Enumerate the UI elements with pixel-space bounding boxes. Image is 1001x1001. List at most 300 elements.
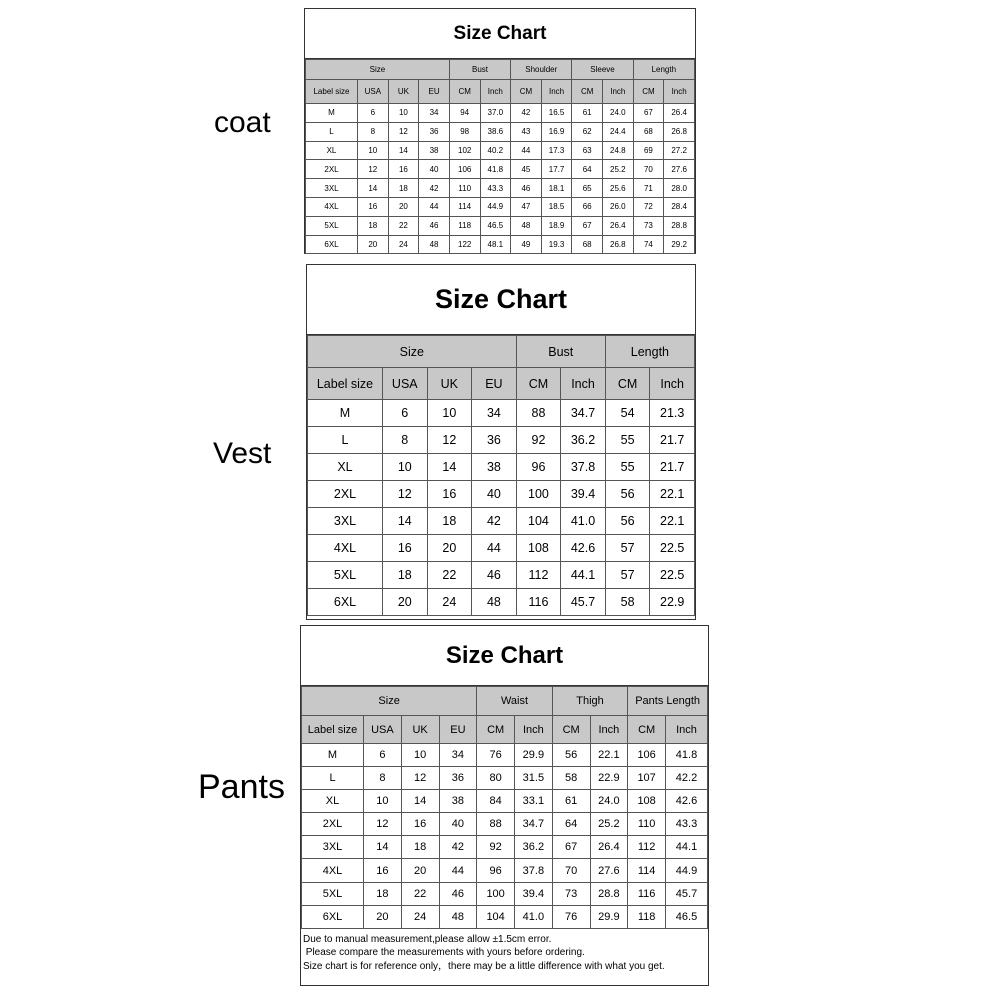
table-cell: 46.5 (480, 216, 511, 235)
table-cell: 18 (401, 836, 439, 859)
coat-column-header: Inch (664, 80, 695, 104)
table-cell: 38 (419, 141, 450, 160)
table-cell: 21.3 (650, 400, 695, 427)
table-cell: 22.9 (590, 767, 628, 790)
table-cell: 41.8 (480, 160, 511, 179)
table-cell: 106 (449, 160, 480, 179)
table-row (306, 122, 695, 141)
coat-column-header: Label size (306, 80, 358, 104)
table-cell: 114 (628, 859, 666, 882)
pants-size-table (301, 686, 708, 929)
table-cell: 102 (449, 141, 480, 160)
table-cell: 5XL (308, 562, 383, 589)
table-cell: 3XL (308, 508, 383, 535)
table-cell: 46.5 (666, 905, 708, 928)
pants-group-size: Size (302, 687, 477, 716)
table-cell: 62 (572, 122, 603, 141)
table-cell: 107 (628, 767, 666, 790)
table-cell: 108 (516, 535, 561, 562)
table-row (308, 427, 695, 454)
pants-column-header: EU (439, 716, 477, 744)
vest-column-header: EU (472, 368, 517, 400)
table-cell: 76 (552, 905, 590, 928)
pants-column-header: CM (477, 716, 515, 744)
table-cell: 39.4 (515, 882, 553, 905)
table-cell: 22.9 (650, 589, 695, 616)
table-cell: 44 (511, 141, 542, 160)
table-cell: 10 (364, 790, 402, 813)
table-cell: 94 (449, 104, 480, 123)
table-cell: 67 (572, 216, 603, 235)
coat-column-header: UK (388, 80, 419, 104)
vest-chart-title: Size Chart (307, 265, 695, 335)
vest-column-header: USA (383, 368, 428, 400)
table-cell: 3XL (306, 179, 358, 198)
table-cell: 54 (605, 400, 650, 427)
table-cell: 110 (449, 179, 480, 198)
table-cell: 56 (605, 508, 650, 535)
table-cell: 12 (358, 160, 389, 179)
pants-chart-title: Size Chart (301, 626, 708, 686)
table-row (306, 160, 695, 179)
table-cell: 40 (419, 160, 450, 179)
table-cell: 70 (633, 160, 664, 179)
table-cell: 55 (605, 454, 650, 481)
table-cell: 22.5 (650, 562, 695, 589)
table-cell: 42 (419, 179, 450, 198)
table-cell: 47 (511, 197, 542, 216)
pants-group-waist: Waist (477, 687, 553, 716)
table-cell: 42 (472, 508, 517, 535)
table-cell: 16.9 (541, 122, 572, 141)
table-cell: 44.1 (561, 562, 606, 589)
coat-group-size: Size (306, 60, 450, 80)
table-cell: 4XL (308, 535, 383, 562)
vest-section-label: Vest (213, 437, 272, 470)
table-cell: 72 (633, 197, 664, 216)
pants-column-header: USA (364, 716, 402, 744)
table-cell: 92 (477, 836, 515, 859)
table-row (306, 104, 695, 123)
table-cell: 41.8 (666, 744, 708, 767)
table-cell: 57 (605, 535, 650, 562)
table-row (306, 179, 695, 198)
table-cell: 18 (364, 882, 402, 905)
table-row (302, 859, 708, 882)
table-cell: 28.8 (590, 882, 628, 905)
table-cell: 73 (552, 882, 590, 905)
table-cell: 3XL (302, 836, 364, 859)
table-cell: 16 (427, 481, 472, 508)
table-cell: 14 (401, 790, 439, 813)
table-cell: 37.0 (480, 104, 511, 123)
table-cell: 44.9 (666, 859, 708, 882)
table-cell: 46 (419, 216, 450, 235)
table-cell: 24 (401, 905, 439, 928)
table-cell: 12 (388, 122, 419, 141)
table-cell: 14 (364, 836, 402, 859)
note-line: Due to manual measurement,please allow ±1.5cm error. (303, 933, 552, 945)
coat-size-table (305, 59, 695, 254)
coat-column-header: Inch (480, 80, 511, 104)
table-cell: 38 (472, 454, 517, 481)
table-row (306, 216, 695, 235)
table-cell: 61 (572, 104, 603, 123)
table-cell: 106 (628, 744, 666, 767)
table-cell: 68 (633, 122, 664, 141)
table-row (308, 481, 695, 508)
coat-group-sleeve: Sleeve (572, 60, 633, 80)
table-cell: 56 (552, 744, 590, 767)
table-cell: 110 (628, 813, 666, 836)
table-cell: 24.4 (603, 122, 634, 141)
table-row (302, 882, 708, 905)
table-cell: 19.3 (541, 235, 572, 254)
table-cell: 26.8 (664, 122, 695, 141)
table-cell: 66 (572, 197, 603, 216)
table-cell: 26.4 (590, 836, 628, 859)
table-cell: 4XL (306, 197, 358, 216)
table-cell: 43.3 (480, 179, 511, 198)
table-cell: 36 (472, 427, 517, 454)
table-cell: 42.6 (561, 535, 606, 562)
table-cell: 33.1 (515, 790, 553, 813)
table-cell: 21.7 (650, 454, 695, 481)
table-cell: 63 (572, 141, 603, 160)
table-cell: 36 (419, 122, 450, 141)
coat-column-header: USA (358, 80, 389, 104)
table-cell: 116 (516, 589, 561, 616)
table-cell: 10 (401, 744, 439, 767)
table-cell: 88 (516, 400, 561, 427)
table-cell: 61 (552, 790, 590, 813)
table-row (302, 905, 708, 928)
table-cell: 6 (383, 400, 428, 427)
table-cell: 18 (383, 562, 428, 589)
table-cell: 22.1 (650, 481, 695, 508)
note-line: Size chart is for reference only，there may be a little difference with what you get. (303, 960, 665, 972)
table-cell: 36 (439, 767, 477, 790)
table-cell: 6 (364, 744, 402, 767)
table-cell: 16 (364, 859, 402, 882)
pants-section-label: Pants (198, 768, 285, 806)
table-cell: 48 (419, 235, 450, 254)
table-cell: 42.2 (666, 767, 708, 790)
table-cell: 96 (516, 454, 561, 481)
table-cell: 24 (427, 589, 472, 616)
table-cell: 6XL (302, 905, 364, 928)
table-cell: 44 (439, 859, 477, 882)
coat-column-header: Inch (603, 80, 634, 104)
table-cell: 100 (516, 481, 561, 508)
table-cell: L (302, 767, 364, 790)
table-cell: 100 (477, 882, 515, 905)
table-cell: 24.0 (603, 104, 634, 123)
table-cell: 41.0 (515, 905, 553, 928)
table-cell: 45.7 (666, 882, 708, 905)
table-cell: 48.1 (480, 235, 511, 254)
table-cell: 92 (516, 427, 561, 454)
table-cell: 16.5 (541, 104, 572, 123)
table-cell: 57 (605, 562, 650, 589)
vest-group-size: Size (308, 336, 517, 368)
table-cell: 76 (477, 744, 515, 767)
table-cell: 36.2 (561, 427, 606, 454)
table-row (308, 454, 695, 481)
table-row (302, 836, 708, 859)
table-cell: 16 (401, 813, 439, 836)
table-cell: 34 (472, 400, 517, 427)
coat-column-header: CM (633, 80, 664, 104)
table-cell: 48 (511, 216, 542, 235)
vest-size-table (307, 335, 695, 616)
table-cell: 98 (449, 122, 480, 141)
coat-section-label: coat (214, 106, 271, 139)
table-cell: 73 (633, 216, 664, 235)
vest-column-header: CM (516, 368, 561, 400)
table-cell: 12 (427, 427, 472, 454)
table-cell: 45.7 (561, 589, 606, 616)
pants-column-header: Inch (666, 716, 708, 744)
table-row (308, 535, 695, 562)
vest-column-header: UK (427, 368, 472, 400)
table-cell: 14 (388, 141, 419, 160)
coat-group-bust: Bust (449, 60, 510, 80)
pants-column-header: CM (552, 716, 590, 744)
pants-table-body (302, 744, 708, 929)
table-cell: 2XL (306, 160, 358, 179)
table-cell: 12 (401, 767, 439, 790)
table-cell: 40 (472, 481, 517, 508)
table-cell: 29.9 (590, 905, 628, 928)
vest-group-length: Length (605, 336, 694, 368)
table-cell: 46 (511, 179, 542, 198)
table-cell: 37.8 (561, 454, 606, 481)
table-cell: 8 (358, 122, 389, 141)
table-cell: 25.2 (590, 813, 628, 836)
pants-column-header: Label size (302, 716, 364, 744)
table-cell: 74 (633, 235, 664, 254)
table-row (308, 508, 695, 535)
table-row (306, 197, 695, 216)
table-cell: 10 (383, 454, 428, 481)
table-cell: 58 (605, 589, 650, 616)
table-cell: 14 (383, 508, 428, 535)
table-cell: 16 (358, 197, 389, 216)
table-cell: 112 (628, 836, 666, 859)
table-cell: 46 (439, 882, 477, 905)
table-cell: 41.0 (561, 508, 606, 535)
table-cell: 34 (419, 104, 450, 123)
table-row (302, 767, 708, 790)
vest-column-header: CM (605, 368, 650, 400)
table-cell: 10 (358, 141, 389, 160)
note-line: Please compare the measurements with yours before ordering. (303, 947, 585, 959)
coat-column-header: CM (511, 80, 542, 104)
table-cell: L (306, 122, 358, 141)
vest-column-header: Label size (308, 368, 383, 400)
table-cell: 44 (472, 535, 517, 562)
table-cell: 40.2 (480, 141, 511, 160)
table-cell: 22.5 (650, 535, 695, 562)
table-cell: 22 (401, 882, 439, 905)
table-cell: 58 (552, 767, 590, 790)
table-cell: M (308, 400, 383, 427)
table-cell: 18 (358, 216, 389, 235)
table-cell: 12 (364, 813, 402, 836)
coat-chart-title: Size Chart (305, 9, 695, 59)
table-cell: 2XL (308, 481, 383, 508)
table-cell: 65 (572, 179, 603, 198)
coat-column-header: CM (449, 80, 480, 104)
table-cell: 20 (358, 235, 389, 254)
coat-group-shoulder: Shoulder (511, 60, 572, 80)
table-cell: 24 (388, 235, 419, 254)
pants-column-header: Inch (590, 716, 628, 744)
table-cell: 12 (383, 481, 428, 508)
table-cell: 44.1 (666, 836, 708, 859)
table-cell: 122 (449, 235, 480, 254)
table-cell: 20 (388, 197, 419, 216)
table-cell: 114 (449, 197, 480, 216)
table-cell: 16 (388, 160, 419, 179)
table-cell: 14 (427, 454, 472, 481)
table-cell: 64 (552, 813, 590, 836)
table-row (302, 790, 708, 813)
table-cell: 42 (511, 104, 542, 123)
table-cell: 26.8 (603, 235, 634, 254)
table-cell: 45 (511, 160, 542, 179)
table-cell: 26.4 (664, 104, 695, 123)
table-cell: 6 (358, 104, 389, 123)
table-cell: 8 (364, 767, 402, 790)
coat-column-headers (306, 80, 695, 104)
table-cell: 10 (388, 104, 419, 123)
pants-size-chart (300, 625, 709, 986)
table-cell: 27.2 (664, 141, 695, 160)
table-cell: 22.1 (650, 508, 695, 535)
table-cell: L (308, 427, 383, 454)
table-cell: M (302, 744, 364, 767)
table-cell: 25.6 (603, 179, 634, 198)
vest-column-headers (308, 368, 695, 400)
table-cell: 24.8 (603, 141, 634, 160)
table-cell: 26.0 (603, 197, 634, 216)
table-row (308, 400, 695, 427)
table-cell: 34 (439, 744, 477, 767)
table-row (308, 562, 695, 589)
table-cell: M (306, 104, 358, 123)
coat-group-length: Length (633, 60, 694, 80)
table-cell: 18.9 (541, 216, 572, 235)
coat-size-chart (304, 8, 696, 254)
pants-column-headers (302, 716, 708, 744)
coat-column-header: CM (572, 80, 603, 104)
table-cell: 69 (633, 141, 664, 160)
table-cell: 27.6 (590, 859, 628, 882)
table-cell: 24.0 (590, 790, 628, 813)
table-cell: 34.7 (561, 400, 606, 427)
table-cell: 44 (419, 197, 450, 216)
table-cell: 29.2 (664, 235, 695, 254)
pants-column-header: UK (401, 716, 439, 744)
table-cell: 28.8 (664, 216, 695, 235)
table-cell: 39.4 (561, 481, 606, 508)
table-cell: 4XL (302, 859, 364, 882)
table-cell: 42.6 (666, 790, 708, 813)
pants-group-thigh: Thigh (552, 687, 628, 716)
pants-notes (301, 929, 708, 974)
vest-column-header: Inch (650, 368, 695, 400)
table-cell: 55 (605, 427, 650, 454)
table-cell: 96 (477, 859, 515, 882)
table-cell: 18.5 (541, 197, 572, 216)
table-cell: 17.7 (541, 160, 572, 179)
table-cell: 46 (472, 562, 517, 589)
table-cell: 17.3 (541, 141, 572, 160)
table-cell: 48 (439, 905, 477, 928)
table-cell: 20 (401, 859, 439, 882)
table-cell: 20 (383, 589, 428, 616)
table-cell: XL (302, 790, 364, 813)
table-cell: 20 (427, 535, 472, 562)
table-cell: 43.3 (666, 813, 708, 836)
table-cell: 25.2 (603, 160, 634, 179)
table-cell: 38 (439, 790, 477, 813)
table-cell: 5XL (306, 216, 358, 235)
table-cell: 112 (516, 562, 561, 589)
table-cell: 116 (628, 882, 666, 905)
table-cell: 48 (472, 589, 517, 616)
table-cell: XL (308, 454, 383, 481)
table-cell: 18.1 (541, 179, 572, 198)
pants-group-length: Pants Length (628, 687, 708, 716)
table-row (308, 589, 695, 616)
table-cell: 43 (511, 122, 542, 141)
table-cell: 5XL (302, 882, 364, 905)
table-cell: 10 (427, 400, 472, 427)
table-cell: 22.1 (590, 744, 628, 767)
table-cell: 20 (364, 905, 402, 928)
table-cell: 36.2 (515, 836, 553, 859)
table-cell: 118 (628, 905, 666, 928)
table-cell: 88 (477, 813, 515, 836)
table-cell: 104 (516, 508, 561, 535)
table-cell: 21.7 (650, 427, 695, 454)
table-row (306, 235, 695, 254)
vest-column-header: Inch (561, 368, 606, 400)
table-cell: 28.0 (664, 179, 695, 198)
table-cell: 27.6 (664, 160, 695, 179)
table-cell: 2XL (302, 813, 364, 836)
table-cell: 80 (477, 767, 515, 790)
table-cell: 42 (439, 836, 477, 859)
table-cell: 108 (628, 790, 666, 813)
table-cell: 6XL (306, 235, 358, 254)
table-cell: 67 (633, 104, 664, 123)
vest-table-body (308, 400, 695, 616)
table-cell: 71 (633, 179, 664, 198)
table-cell: 56 (605, 481, 650, 508)
table-cell: 49 (511, 235, 542, 254)
table-cell: 38.6 (480, 122, 511, 141)
vest-group-bust: Bust (516, 336, 605, 368)
coat-table-body (306, 104, 695, 254)
table-cell: 8 (383, 427, 428, 454)
table-cell: 44.9 (480, 197, 511, 216)
coat-column-header: Inch (541, 80, 572, 104)
table-cell: 28.4 (664, 197, 695, 216)
